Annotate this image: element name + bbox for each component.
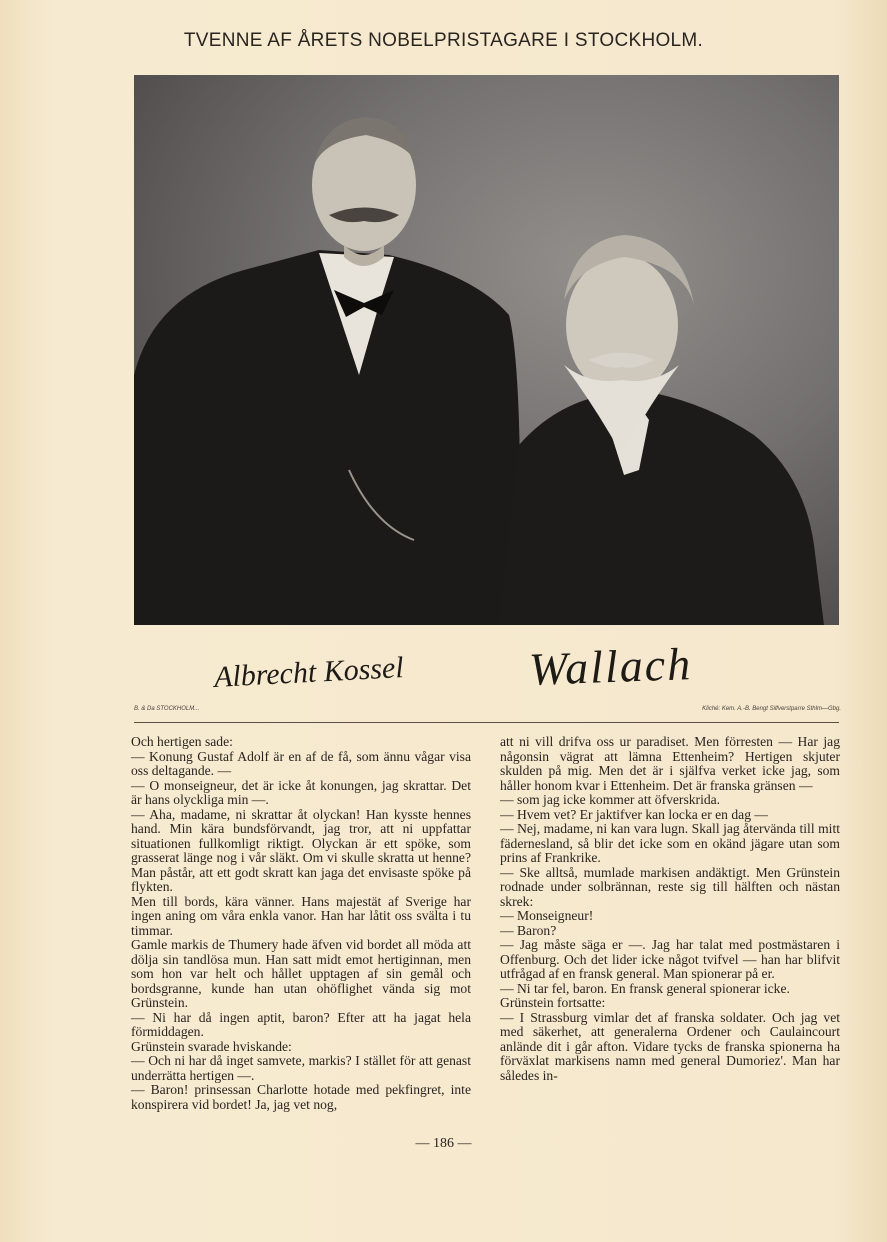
paragraph: — Nej, madame, ni kan vara lugn. Skall jag återvända till mitt fädernesland, så blir det icke som en okänd jägare utan som prins af Frankrike. <box>500 821 840 865</box>
signature-kossel: Albrecht Kossel <box>213 651 405 694</box>
paragraph: Gamle markis de Thumery hade äfven vid bordet all möda att dölja sin tandlösa mun. Han satt midt emot hertiginnan, men som hon var helt och hållet upptagen af sin gemål och bordsgranne, kunde han utan ohöflighet vända sig mot Grünstein. <box>131 937 471 1010</box>
paragraph: Men till bords, kära vänner. Hans majestät af Sverige har ingen aning om våra enkla vanor. Han har låtit oss svälta i tu timmar. <box>131 893 471 938</box>
paragraph: — Baron? <box>500 922 557 938</box>
paragraph: — Hvem vet? Er jaktifver kan locka er en dag — <box>500 806 768 822</box>
paragraph: — Ni har då ingen aptit, baron? Efter att ha jagat hela förmiddagen. <box>131 1009 471 1039</box>
paragraph: — Aha, madame, ni skrattar åt olyckan! Han kysste hennes hand. Min kära bundsförvandt, jag tror, att ni uppfattar situationen fullkomligt riktigt. Olyckan är ett spöke, som grasserat länge nog i vår släkt. Om vi skulle skratta ut henne? Man påstår, att ett godt skratt kan jaga det envisaste spöke på flykten. <box>131 806 471 894</box>
paragraph: — O monseigneur, det är icke åt konungen, jag skrattar. Det är hans olyckliga min —. <box>131 777 471 807</box>
paragraph: Grünstein fortsatte: <box>500 995 606 1010</box>
paragraph: — Ni tar fel, baron. En fransk general spionerar icke. <box>500 980 790 996</box>
paragraph: — Baron! prinsessan Charlotte hotade med pekfingret, inte konspirera vid bordet! Ja, jag vet nog, <box>131 1082 471 1112</box>
signature-wallach: Wallach <box>528 638 693 695</box>
paragraph: — I Strassburg vimlar det af franska soldater. Och jag vet med säkerhet, att generalerna Ordener och Caulaincourt anlände dit i går afton. Vidare tycks de franska spionerna ha förväxlat markisens namn med general Dumoriez'. Man har således in- <box>500 1009 840 1083</box>
paragraph: — Monseigneur! <box>500 908 594 923</box>
portrait-photograph <box>134 75 839 625</box>
paragraph: — Ske alltså, mumlade markisen andäktigt. Men Grünstein rodnade under solbrännan, reste sig till hälften och nästan skrek: <box>500 864 840 909</box>
page-number: — 186 — <box>415 1136 472 1151</box>
page-title: TVENNE AF ÅRETS NOBELPRISTAGARE I STOCKHOLM. <box>183 30 704 51</box>
paragraph: att ni vill drifva oss ur paradiset. Men förresten — Har jag någonsin vägrat att lämna Ettenheim? Hertigen skjuter skulden på mig. Men det är i själfva verket icke jag, som håller honom kvar i Ettenheim. Det är franska gränsen — <box>500 734 840 793</box>
paragraph: — Jag måste säga er —. Jag har talat med postmästaren i Offenburg. Och det lider icke något tvifvel — han har blifvit utfrågad af en fransk general. Man spionerar på er. <box>500 937 840 981</box>
portrait-illustration <box>134 75 839 625</box>
paragraph: Grünstein svarade hviskande: <box>131 1038 292 1054</box>
photo-credit-left: B. & Da STOCKHOLM... <box>134 706 200 712</box>
paragraph: Och hertigen sade: <box>131 734 233 749</box>
paragraph: — Och ni har då inget samvete, markis? I stället för att genast underrätta hertigen —. <box>131 1053 471 1083</box>
divider-rule <box>134 722 839 723</box>
signature-strip <box>134 628 839 708</box>
article-column-right <box>500 735 840 1083</box>
paragraph: — som jag icke kommer att öfverskrida. <box>500 792 721 807</box>
paragraph: — Konung Gustaf Adolf är en af de få, som ännu vågar visa oss deltagande. — <box>131 748 471 778</box>
article-column-left <box>131 735 471 1112</box>
photo-credit-right: Kliché: Kem. A.-B. Bengt Silfverstparre Sthlm—Gbg. <box>702 706 841 712</box>
